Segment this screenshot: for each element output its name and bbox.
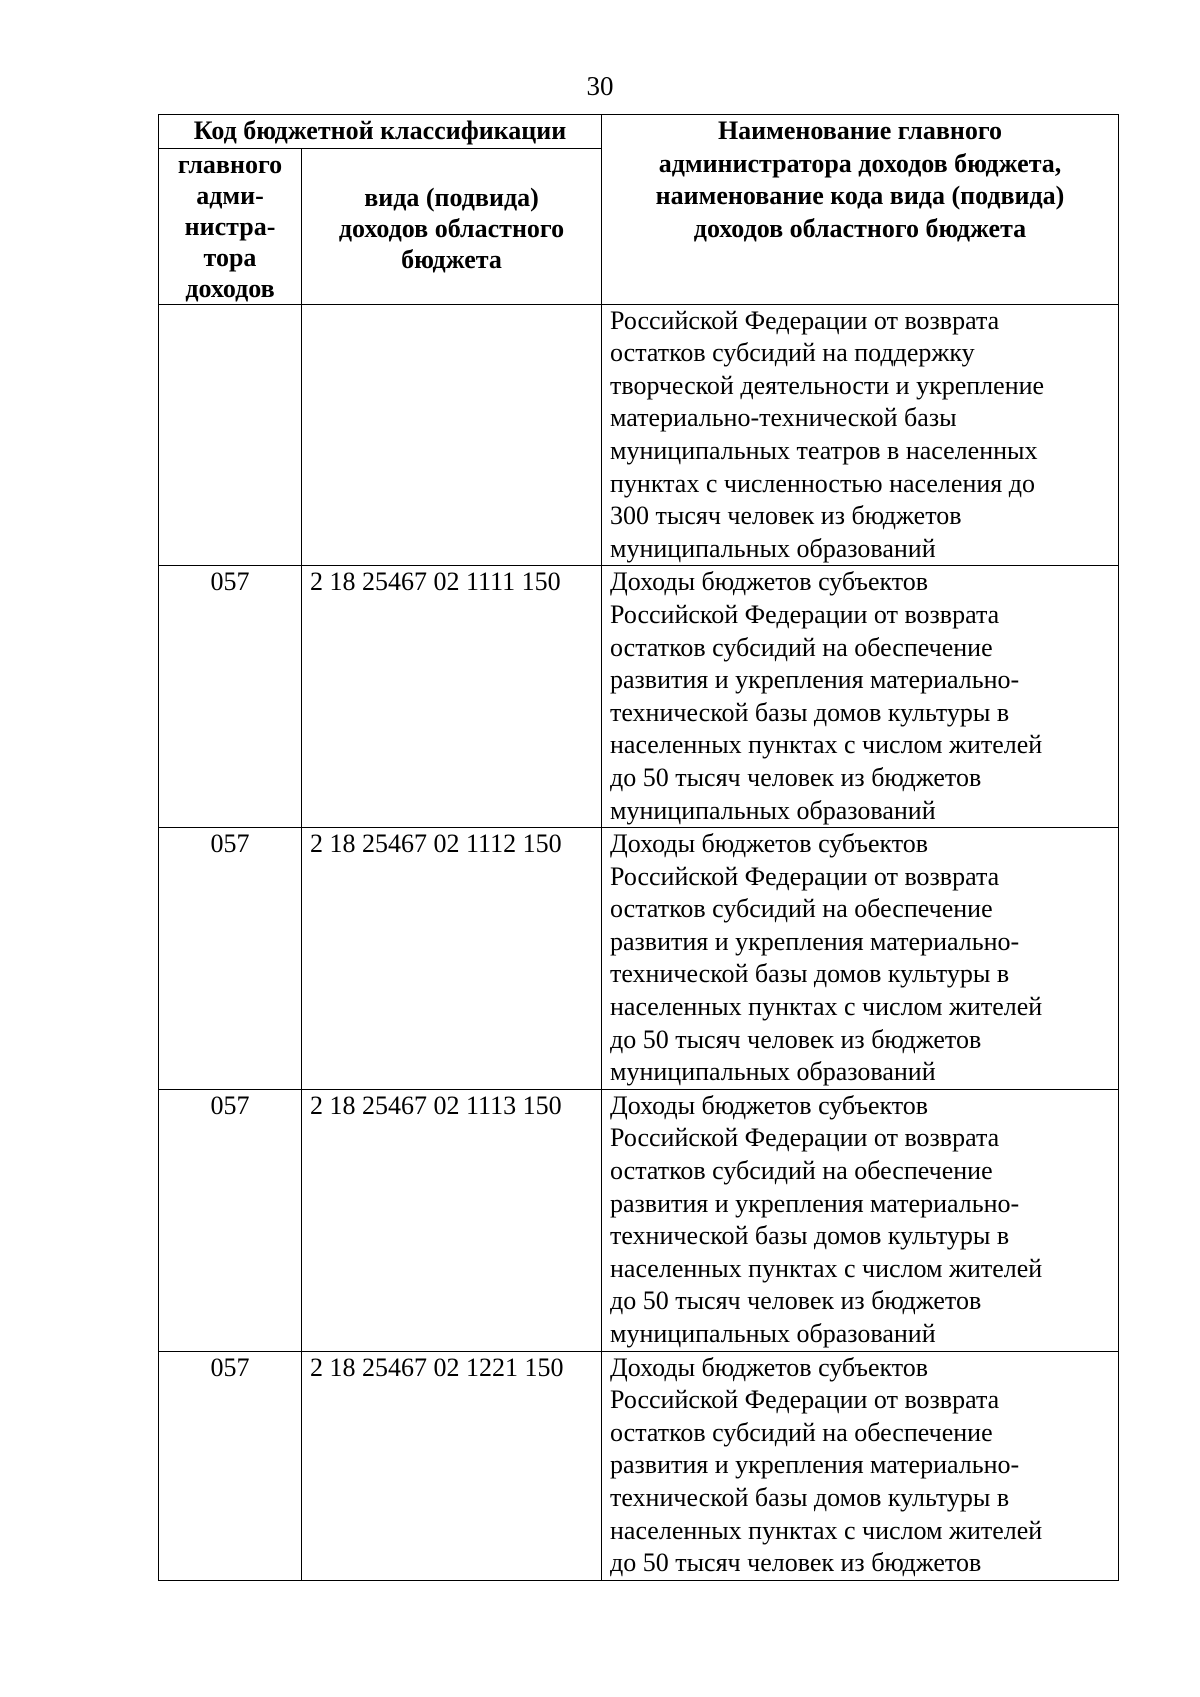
revenue-name-cell (602, 828, 1119, 1090)
table-row (159, 1089, 1119, 1351)
name-line: до 50 тысяч человек из бюджетов (610, 1286, 982, 1316)
header-line: бюджета (401, 244, 502, 274)
name-line: Доходы бюджетов субъектов (610, 1090, 929, 1120)
admin-code-cell: 057 (159, 1351, 302, 1580)
name-line: Российской Федерации от возврата (610, 599, 1000, 629)
name-line: технической базы домов культуры в (610, 697, 1010, 727)
budget-classification-table (158, 114, 1119, 1581)
table-row (159, 1351, 1119, 1580)
name-line: материально-технической базы (610, 403, 957, 433)
revenue-code-cell: 2 18 25467 02 1111 150 (302, 566, 602, 828)
revenue-code-cell: 2 18 25467 02 1112 150 (302, 828, 602, 1090)
name-line: до 50 тысяч человек из бюджетов (610, 1024, 982, 1054)
name-line: муниципальных образований (610, 1319, 936, 1348)
name-line: технической базы домов культуры в (610, 1221, 1010, 1251)
header-budget-classification-code: Код бюджетной классификации (159, 115, 602, 149)
name-line: населенных пунктах с числом жителей (610, 992, 1043, 1022)
name-line: развития и укрепления материально- (610, 926, 1020, 956)
header-admin-column (159, 148, 302, 304)
revenue-name-cell (602, 304, 1119, 566)
revenue-code-cell (302, 304, 602, 566)
name-line: Доходы бюджетов субъектов (610, 567, 929, 597)
revenue-code-cell: 2 18 25467 02 1221 150 (302, 1351, 602, 1580)
name-line: развития и укрепления материально- (610, 1450, 1020, 1480)
revenue-name-cell (602, 1351, 1119, 1580)
admin-code-cell: 057 (159, 566, 302, 828)
name-line: муниципальных образований (610, 533, 936, 563)
name-line: населенных пунктах с числом жителей (610, 1253, 1043, 1283)
name-line: населенных пунктах с числом жителей (610, 730, 1043, 760)
name-line: остатков субсидий на обеспечение (610, 1156, 993, 1186)
header-line: тора (203, 242, 257, 272)
header-line: вида (подвида) (364, 182, 539, 212)
name-line: до 50 тысяч человек из бюджетов (610, 762, 982, 792)
header-line: адми- (196, 180, 264, 210)
name-line: остатков субсидий на поддержку (610, 338, 975, 368)
table-body (159, 304, 1119, 1580)
name-line: Доходы бюджетов субъектов (610, 829, 929, 859)
header-line: доходов (185, 273, 275, 303)
name-line: населенных пунктах с числом жителей (610, 1515, 1043, 1545)
admin-code-cell: 057 (159, 828, 302, 1090)
revenue-name-cell (602, 566, 1119, 828)
header-code-column (302, 148, 602, 304)
name-line: Российской Федерации от возврата (610, 1123, 1000, 1153)
name-line: муниципальных образований (610, 1057, 936, 1087)
name-line: технической базы домов культуры в (610, 1482, 1010, 1512)
header-line: нистра- (184, 211, 276, 241)
name-line: пунктах с численностью населения до (610, 468, 1035, 498)
name-line: муниципальных образований (610, 795, 936, 825)
header-name-column (602, 115, 1119, 305)
header-line: доходов областного (338, 213, 565, 243)
header-line: администратора доходов бюджета, (658, 148, 1062, 178)
admin-code-cell (159, 304, 302, 566)
name-line: Российской Федерации от возврата (610, 861, 1000, 891)
header-line: доходов областного бюджета (693, 213, 1027, 243)
name-line: 300 тысяч человек из бюджетов (610, 501, 962, 531)
header-line: Наименование главного (717, 116, 1003, 145)
name-line: остатков субсидий на обеспечение (610, 1417, 993, 1447)
header-line: наименование кода вида (подвида) (655, 181, 1065, 211)
name-line: технической базы домов культуры в (610, 959, 1010, 989)
revenue-name-cell (602, 1089, 1119, 1351)
name-line: Российской Федерации от возврата (610, 1385, 1000, 1415)
page-number: 30 (586, 71, 614, 101)
table-row (159, 304, 1119, 566)
table-row (159, 566, 1119, 828)
revenue-code-cell: 2 18 25467 02 1113 150 (302, 1089, 602, 1351)
name-line: развития и укрепления материально- (610, 1188, 1020, 1218)
name-line: до 50 тысяч человек из бюджетов (610, 1548, 982, 1578)
name-line: Доходы бюджетов субъектов (610, 1352, 929, 1382)
admin-code-cell: 057 (159, 1089, 302, 1351)
name-line: творческой деятельности и укрепление (610, 370, 1045, 400)
name-line: остатков субсидий на обеспечение (610, 632, 993, 662)
name-line: муниципальных театров в населенных (610, 435, 1038, 465)
header-line: главного (177, 149, 283, 179)
table-row (159, 828, 1119, 1090)
table-header (159, 115, 1119, 305)
name-line: развития и укрепления материально- (610, 665, 1020, 695)
name-line: остатков субсидий на обеспечение (610, 894, 993, 924)
name-line: Российской Федерации от возврата (610, 305, 1000, 335)
